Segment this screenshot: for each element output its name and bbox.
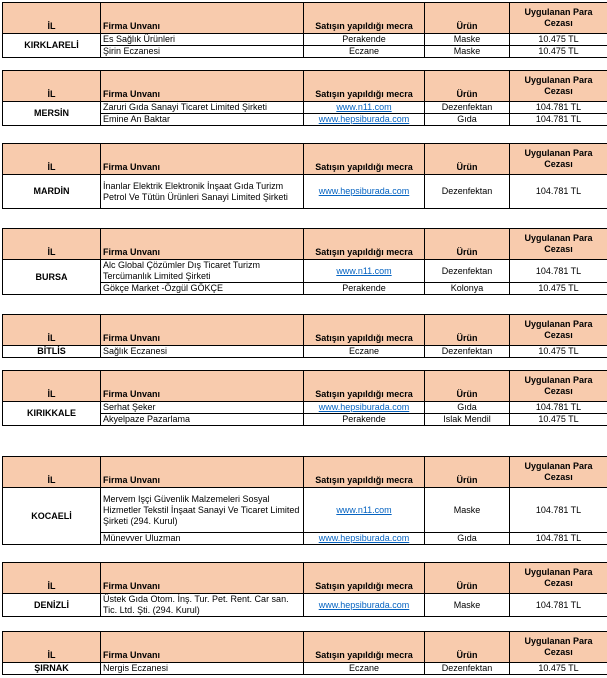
header-ceza: Uygulanan Para Cezası: [510, 315, 607, 346]
data-table: [2, 631, 607, 675]
product-cell: Islak Mendil: [425, 414, 510, 426]
penalty-cell: 10.475 TL: [510, 34, 607, 46]
header-urun: Ürün: [425, 457, 510, 488]
header-firma: Firma Unvanı: [101, 144, 304, 175]
sales-channel-cell: Perakende: [304, 34, 425, 46]
company-cell: İnanlar Elektrik Elektronik İnşaat Gıda Turizm Petrol Ve Tütün Ürünleri Sanayi Limited Şirketi: [101, 175, 304, 209]
company-cell: Nergis Eczanesi: [101, 663, 304, 675]
province-table: [2, 70, 607, 126]
province-cell: DENİZLİ: [3, 594, 101, 617]
header-row: [3, 632, 607, 663]
penalty-cell: 104.781 TL: [510, 594, 607, 617]
sales-channel-cell: Perakende: [304, 283, 425, 295]
product-cell: Maske: [425, 594, 510, 617]
header-il: İL: [3, 371, 101, 402]
table-row: [3, 594, 607, 617]
header-il: İL: [3, 457, 101, 488]
header-il: İL: [3, 71, 101, 102]
product-cell: Maske: [425, 46, 510, 58]
header-row: [3, 144, 607, 175]
header-row: [3, 563, 607, 594]
header-mecra: Satışın yapıldığı mecra: [304, 563, 425, 594]
header-row: [3, 71, 607, 102]
header-il: İL: [3, 144, 101, 175]
product-cell: Gıda: [425, 402, 510, 414]
sales-channel-link[interactable]: www.hepsiburada.com: [304, 594, 425, 617]
province-cell: MERSİN: [3, 102, 101, 126]
table-row: [3, 34, 607, 46]
data-table: [2, 370, 607, 426]
sales-channel-cell: Eczane: [304, 46, 425, 58]
header-firma: Firma Unvanı: [101, 457, 304, 488]
sales-channel-link[interactable]: www.hepsiburada.com: [304, 402, 425, 414]
product-cell: Dezenfektan: [425, 260, 510, 283]
table-row: [3, 663, 607, 675]
province-cell: BURSA: [3, 260, 101, 295]
penalty-cell: 104.781 TL: [510, 260, 607, 283]
province-table: [2, 370, 607, 426]
table-row: [3, 346, 607, 358]
penalty-cell: 104.781 TL: [510, 402, 607, 414]
data-table: [2, 70, 607, 126]
province-table: [2, 562, 607, 617]
header-urun: Ürün: [425, 3, 510, 34]
product-cell: Dezenfektan: [425, 346, 510, 358]
header-mecra: Satışın yapıldığı mecra: [304, 632, 425, 663]
header-urun: Ürün: [425, 632, 510, 663]
province-table: [2, 314, 607, 358]
table-row: [3, 175, 607, 209]
header-row: [3, 3, 607, 34]
province-cell: KIRIKKALE: [3, 402, 101, 426]
penalty-cell: 104.781 TL: [510, 114, 607, 126]
province-table: [2, 143, 607, 209]
company-cell: Serhat Şeker: [101, 402, 304, 414]
province-table: [2, 456, 607, 545]
header-ceza: Uygulanan Para Cezası: [510, 563, 607, 594]
product-cell: Dezenfektan: [425, 102, 510, 114]
company-cell: Mervem Işçi Güvenlik Malzemeleri Sosyal Hizmetler Tekstil İnşaat Sanayi Ve Ticaret Limited Şirketi (294. Kurul): [101, 488, 304, 533]
header-il: İL: [3, 229, 101, 260]
header-urun: Ürün: [425, 71, 510, 102]
data-table: [2, 456, 607, 545]
penalty-cell: 104.781 TL: [510, 533, 607, 545]
table-row: [3, 402, 607, 414]
header-firma: Firma Unvanı: [101, 371, 304, 402]
header-row: [3, 229, 607, 260]
product-cell: Gıda: [425, 114, 510, 126]
province-cell: KIRKLARELİ: [3, 34, 101, 58]
sales-channel-link[interactable]: www.hepsiburada.com: [304, 175, 425, 209]
sales-channel-link[interactable]: www.n11.com: [304, 488, 425, 533]
province-cell: BİTLİS: [3, 346, 101, 358]
sales-channel-link[interactable]: www.n11.com: [304, 260, 425, 283]
header-mecra: Satışın yapıldığı mecra: [304, 71, 425, 102]
header-ceza: Uygulanan Para Cezası: [510, 632, 607, 663]
penalty-cell: 10.475 TL: [510, 283, 607, 295]
header-ceza: Uygulanan Para Cezası: [510, 371, 607, 402]
sales-channel-cell: Eczane: [304, 346, 425, 358]
header-urun: Ürün: [425, 144, 510, 175]
header-il: İL: [3, 563, 101, 594]
company-cell: Zaruri Gıda Sanayi Ticaret Limited Şirketi: [101, 102, 304, 114]
table-row: [3, 260, 607, 283]
header-urun: Ürün: [425, 229, 510, 260]
header-firma: Firma Unvanı: [101, 229, 304, 260]
header-il: İL: [3, 3, 101, 34]
sales-channel-link[interactable]: www.hepsiburada.com: [304, 114, 425, 126]
header-firma: Firma Unvanı: [101, 315, 304, 346]
header-mecra: Satışın yapıldığı mecra: [304, 457, 425, 488]
data-table: [2, 562, 607, 617]
header-row: [3, 371, 607, 402]
data-table: [2, 314, 607, 358]
penalty-cell: 104.781 TL: [510, 102, 607, 114]
company-cell: Şirin Eczanesi: [101, 46, 304, 58]
product-cell: Kolonya: [425, 283, 510, 295]
penalty-cell: 104.781 TL: [510, 488, 607, 533]
company-cell: Gökçe Market -Özgül GÖKÇE: [101, 283, 304, 295]
sales-channel-link[interactable]: www.n11.com: [304, 102, 425, 114]
province-table: [2, 631, 607, 675]
sales-channel-link[interactable]: www.hepsiburada.com: [304, 533, 425, 545]
header-ceza: Uygulanan Para Cezası: [510, 71, 607, 102]
header-urun: Ürün: [425, 563, 510, 594]
header-mecra: Satışın yapıldığı mecra: [304, 144, 425, 175]
province-table: [2, 228, 607, 295]
header-mecra: Satışın yapıldığı mecra: [304, 229, 425, 260]
header-ceza: Uygulanan Para Cezası: [510, 229, 607, 260]
product-cell: Dezenfektan: [425, 175, 510, 209]
penalty-cell: 10.475 TL: [510, 414, 607, 426]
header-ceza: Uygulanan Para Cezası: [510, 144, 607, 175]
product-cell: Dezenfektan: [425, 663, 510, 675]
header-firma: Firma Unvanı: [101, 3, 304, 34]
product-cell: Maske: [425, 34, 510, 46]
company-cell: Üstek Gıda Otom. İnş. Tur. Pet. Rent. Car san. Tic. Ltd. Şti. (294. Kurul): [101, 594, 304, 617]
header-firma: Firma Unvanı: [101, 71, 304, 102]
company-cell: Es Sağlık Ürünleri: [101, 34, 304, 46]
header-ceza: Uygulanan Para Cezası: [510, 3, 607, 34]
company-cell: Akyelpaze Pazarlama: [101, 414, 304, 426]
header-il: İL: [3, 315, 101, 346]
province-table: [2, 2, 607, 58]
header-ceza: Uygulanan Para Cezası: [510, 457, 607, 488]
header-mecra: Satışın yapıldığı mecra: [304, 371, 425, 402]
header-row: [3, 315, 607, 346]
penalty-cell: 10.475 TL: [510, 663, 607, 675]
penalty-cell: 10.475 TL: [510, 46, 607, 58]
province-cell: KOCAELİ: [3, 488, 101, 545]
header-urun: Ürün: [425, 315, 510, 346]
header-row: [3, 457, 607, 488]
data-table: [2, 2, 607, 58]
product-cell: Maske: [425, 488, 510, 533]
province-cell: MARDİN: [3, 175, 101, 209]
sales-channel-cell: Perakende: [304, 414, 425, 426]
product-cell: Gıda: [425, 533, 510, 545]
table-row: [3, 488, 607, 533]
company-cell: Emine An Baktar: [101, 114, 304, 126]
penalty-cell: 10.475 TL: [510, 346, 607, 358]
header-firma: Firma Unvanı: [101, 632, 304, 663]
sales-channel-cell: Eczane: [304, 663, 425, 675]
data-table: [2, 228, 607, 295]
header-firma: Firma Unvanı: [101, 563, 304, 594]
company-cell: Alc Global Çözümler Dış Ticaret Turizm Tercümanlık Limited Şirketi: [101, 260, 304, 283]
province-cell: ŞIRNAK: [3, 663, 101, 675]
company-cell: Münevver Uluzman: [101, 533, 304, 545]
penalty-cell: 104.781 TL: [510, 175, 607, 209]
table-row: [3, 102, 607, 114]
header-urun: Ürün: [425, 371, 510, 402]
data-table: [2, 143, 607, 209]
header-mecra: Satışın yapıldığı mecra: [304, 3, 425, 34]
company-cell: Sağlık Eczanesi: [101, 346, 304, 358]
header-mecra: Satışın yapıldığı mecra: [304, 315, 425, 346]
header-il: İL: [3, 632, 101, 663]
